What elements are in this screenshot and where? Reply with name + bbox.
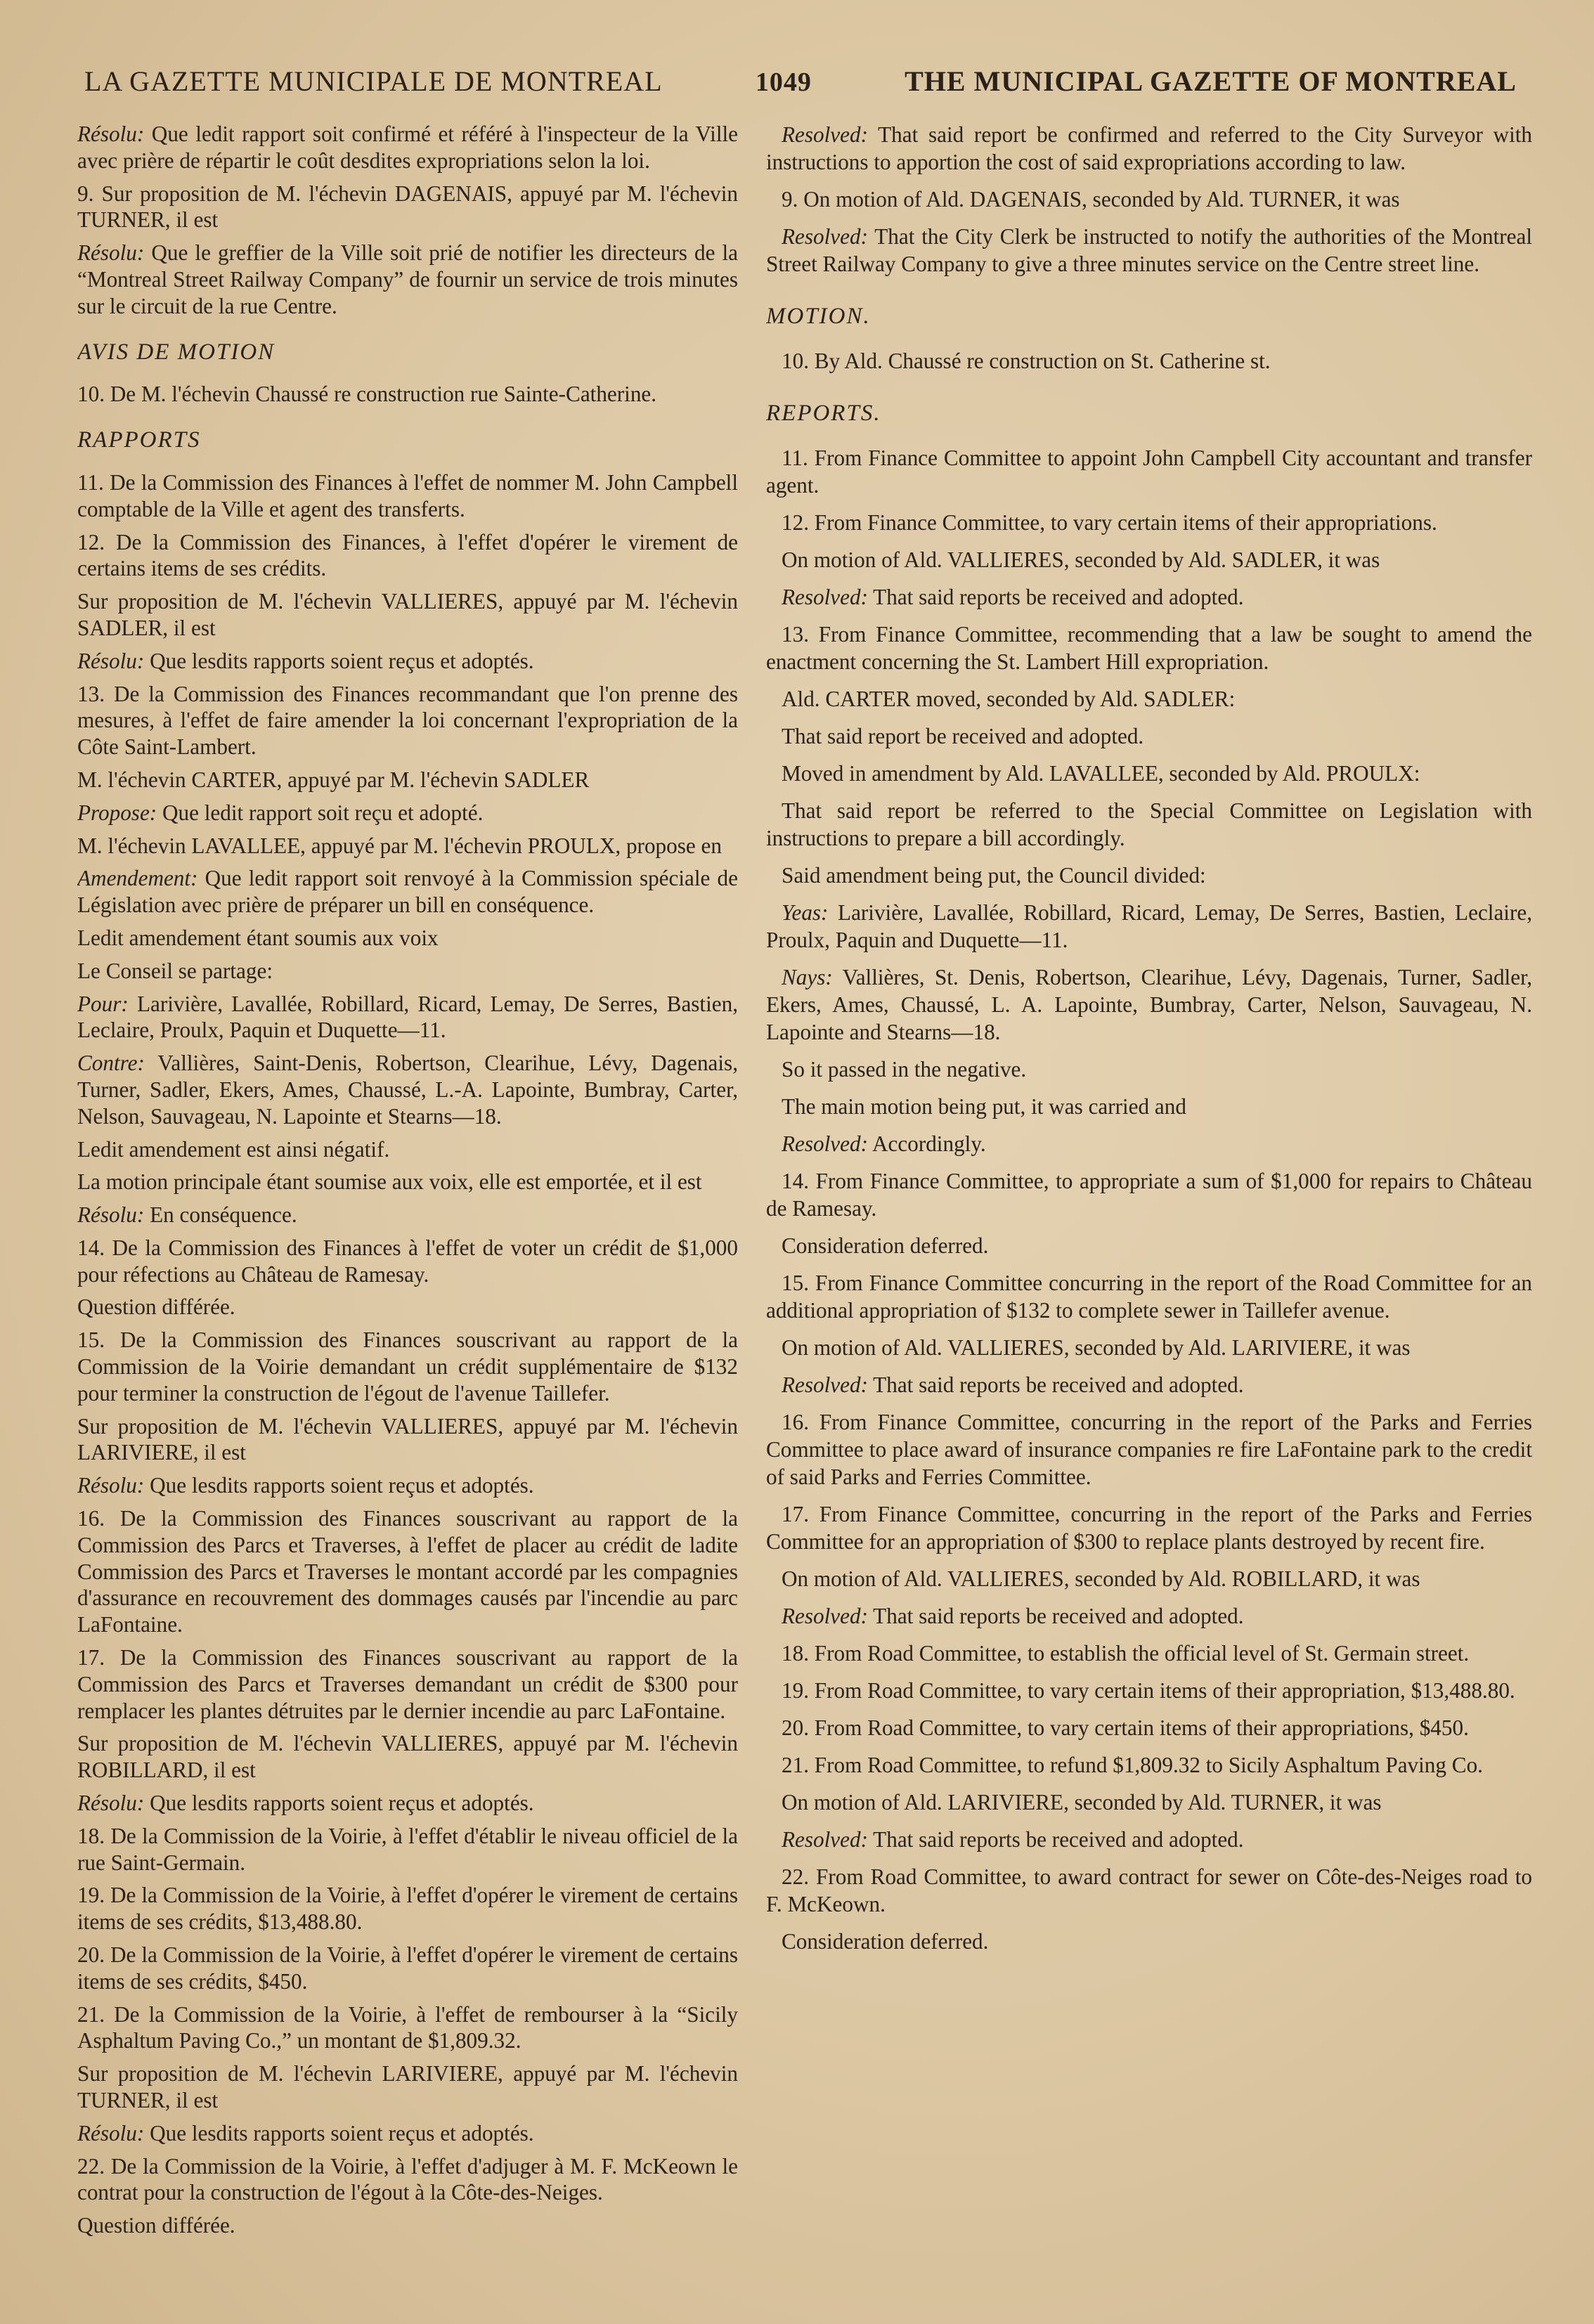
paragraph: 19. De la Commission de la Voirie, à l'effet d'opérer le virement de certains items de ses crédits, $13,488.80. bbox=[77, 1883, 738, 1935]
page-header bbox=[84, 65, 1517, 114]
paragraph: That said report be referred to the Special Committee on Legislation with instructions to prepare a bill accordingly. bbox=[766, 798, 1532, 850]
paragraph: Propose: Que ledit rapport soit reçu et adopté. bbox=[77, 800, 484, 825]
paragraph: So it passed in the negative. bbox=[782, 1057, 1027, 1082]
french-section-motion: AVIS DE MOTION bbox=[77, 339, 276, 365]
paragraph: Sur proposition de M. l'échevin VALLIERES, appuyé par M. l'échevin ROBILLARD, il est bbox=[77, 1731, 738, 1783]
page-number: 1049 bbox=[755, 67, 812, 97]
paragraph: 22. De la Commission de la Voirie, à l'effet d'adjuger à M. F. McKeown le contrat pour la construction de l'égout à la Côte-des-Neiges. bbox=[77, 2153, 738, 2205]
paragraph: Résolu: Que lesdits rapports soient reçus et adoptés. bbox=[77, 2120, 534, 2146]
english-motions bbox=[766, 347, 1532, 375]
paragraph: 10. De M. l'échevin Chaussé re construction rue Sainte-Catherine. bbox=[77, 382, 657, 407]
paragraph: 17. From Finance Committee, concurring in the report of the Parks and Ferries Committee for an appropriation of $300 to replace plants destroyed by recent fire. bbox=[766, 1502, 1532, 1554]
paragraph: Ald. CARTER moved, seconded by Ald. SADLER: bbox=[782, 687, 1236, 711]
paragraph: Résolu: En conséquence. bbox=[77, 1202, 297, 1228]
paragraph: On motion of Ald. VALLIERES, seconded by Ald. SADLER, it was bbox=[782, 547, 1380, 572]
paragraph: Sur proposition de M. l'échevin VALLIERES, appuyé par M. l'échevin LARIVIERE, il est bbox=[77, 1413, 738, 1465]
paragraph: Said amendment being put, the Council divided: bbox=[782, 863, 1206, 888]
paragraph: 11. De la Commission des Finances à l'effet de nommer M. John Campbell comptable de la Ville et agent des transferts. bbox=[77, 469, 738, 521]
paragraph: Resolved: Accordingly. bbox=[782, 1131, 986, 1156]
english-section-reports: REPORTS. bbox=[766, 401, 881, 426]
paragraph: Contre: Vallières, Saint-Denis, Robertson, Clearihue, Lévy, Dagenais, Turner, Sadler, Ekers, Ames, Chaussé, L.-A. Lapointe, Bumbray, Carter, Nelson, Sauvageau, N. Lapointe et Stearns—18. bbox=[77, 1051, 738, 1129]
paragraph: 20. From Road Committee, to vary certain items of their appropriations, $450. bbox=[782, 1715, 1469, 1740]
paragraph: The main motion being put, it was carried and bbox=[782, 1094, 1186, 1119]
paragraph: Pour: Larivière, Lavallée, Robillard, Ricard, Lemay, De Serres, Bastien, Leclaire, Proulx, Paquin et Duquette—11. bbox=[77, 991, 738, 1043]
paragraph: Amendement: Que ledit rapport soit renvoyé à la Commission spéciale de Législation avec prière de préparer un bill en conséquence. bbox=[77, 866, 738, 918]
paragraph: Resolved: That said reports be received and adopted. bbox=[782, 585, 1244, 609]
paragraph: That said report be received and adopted. bbox=[782, 724, 1144, 748]
paragraph: Résolu: Que lesdits rapports soient reçus et adoptés. bbox=[77, 648, 534, 673]
paragraph: 10. By Ald. Chaussé re construction on St. Catherine st. bbox=[782, 349, 1271, 373]
paragraph: 14. From Finance Committee, to appropriate a sum of $1,000 for repairs to Château de Ramesay. bbox=[766, 1169, 1532, 1221]
paragraph: 20. De la Commission de la Voirie, à l'effet d'opérer le virement de certains items de ses crédits, $450. bbox=[77, 1942, 738, 1994]
paragraph: Yeas: Larivière, Lavallée, Robillard, Ricard, Lemay, De Serres, Bastien, Leclaire, Proulx, Paquin and Duquette—11. bbox=[766, 900, 1532, 952]
paragraph: Résolu: Que ledit rapport soit confirmé et référé à l'inspecteur de la Ville avec prière de répartir le coût desdites expropriations selon la loi. bbox=[77, 122, 738, 173]
paragraph: Le Conseil se partage: bbox=[77, 958, 273, 983]
paragraph: Moved in amendment by Ald. LAVALLEE, seconded by Ald. PROULX: bbox=[782, 761, 1420, 786]
paragraph: La motion principale étant soumise aux voix, elle est emportée, et il est bbox=[77, 1169, 702, 1195]
paragraph: 12. From Finance Committee, to vary certain items of their appropriations. bbox=[782, 510, 1437, 535]
paragraph: Consideration deferred. bbox=[782, 1233, 989, 1258]
paragraph: 21. De la Commission de la Voirie, à l'effet de rembourser à la “Sicily Asphaltum Paving Co.,” un montant de $1,809.32. bbox=[77, 2001, 738, 2053]
paragraph: 9. On motion of Ald. DAGENAIS, seconded by Ald. TURNER, it was bbox=[782, 187, 1400, 212]
paragraph: 11. From Finance Committee to appoint John Campbell City accountant and transfer agent. bbox=[766, 446, 1532, 498]
paragraph: 16. From Finance Committee, concurring in the report of the Parks and Ferries Committee to place award of insurance companies re fire LaFontaine park to the credit of said Parks and Ferries Committee. bbox=[766, 1410, 1532, 1489]
paragraph: M. l'échevin LAVALLEE, appuyé par M. l'échevin PROULX, propose en bbox=[77, 833, 722, 858]
paragraph: On motion of Ald. LARIVIERE, seconded by Ald. TURNER, it was bbox=[782, 1790, 1382, 1815]
paragraph: Nays: Vallières, St. Denis, Robertson, Clearihue, Lévy, Dagenais, Turner, Sadler, Ekers, Ames, Chaussé, L. A. Lapointe, Bumbray, Carter, Nelson, Sauvageau, N. Lapointe and Stearns—18. bbox=[766, 965, 1532, 1044]
paragraph: 18. De la Commission de la Voirie, à l'effet d'établir le niveau officiel de la rue Saint-Germain. bbox=[77, 1823, 738, 1875]
paragraph: Resolved: That said report be confirmed and referred to the City Surveyor with instructions to apportion the cost of said expropriations according to law. bbox=[766, 122, 1532, 174]
french-column bbox=[77, 121, 738, 2299]
paragraph: 9. Sur proposition de M. l'échevin DAGENAIS, appuyé par M. l'échevin TURNER, il est bbox=[77, 181, 738, 233]
english-column bbox=[766, 121, 1532, 2299]
english-intro bbox=[766, 121, 1532, 278]
french-section-reports: RAPPORTS bbox=[77, 427, 201, 453]
paragraph: Sur proposition de M. l'échevin LARIVIERE, appuyé par M. l'échevin TURNER, il est bbox=[77, 2061, 738, 2112]
paragraph: Ledit amendement est ainsi négatif. bbox=[77, 1136, 390, 1162]
french-reports bbox=[77, 469, 738, 2239]
paragraph: Question différée. bbox=[77, 1294, 235, 1320]
paragraph: Resolved: That said reports be received and adopted. bbox=[782, 1372, 1244, 1397]
paragraph: 18. From Road Committee, to establish the official level of St. Germain street. bbox=[782, 1641, 1470, 1666]
paragraph: Résolu: Que lesdits rapports soient reçus et adoptés. bbox=[77, 1473, 534, 1498]
paragraph: Ledit amendement étant soumis aux voix bbox=[77, 925, 439, 950]
paragraph: Question différée. bbox=[77, 2213, 235, 2238]
paragraph: 12. De la Commission des Finances, à l'effet d'opérer le virement de certains items de ses crédits. bbox=[77, 529, 738, 581]
english-reports bbox=[766, 444, 1532, 1955]
paragraph: Sur proposition de M. l'échevin VALLIERES, appuyé par M. l'échevin SADLER, il est bbox=[77, 589, 738, 640]
paragraph: M. l'échevin CARTER, appuyé par M. l'échevin SADLER bbox=[77, 767, 590, 792]
paragraph: Resolved: That said reports be received and adopted. bbox=[782, 1827, 1244, 1852]
french-intro bbox=[77, 121, 738, 320]
paragraph: 17. De la Commission des Finances souscrivant au rapport de la Commission des Parcs et Traverses demandant un crédit de $300 pour remplacer les plantes détruites par le dernier incendie au parc LaFontaine. bbox=[77, 1645, 738, 1723]
header-english-title: THE MUNICIPAL GAZETTE OF MONTREAL bbox=[905, 65, 1517, 97]
french-motions bbox=[77, 381, 738, 408]
paragraph: 19. From Road Committee, to vary certain items of their appropriation, $13,488.80. bbox=[782, 1678, 1515, 1703]
paragraph: 22. From Road Committee, to award contract for sewer on Côte-des-Neiges road to F. McKeown. bbox=[766, 1864, 1532, 1916]
paragraph: Résolu: Que lesdits rapports soient reçus et adoptés. bbox=[77, 1791, 534, 1816]
paragraph: 14. De la Commission des Finances à l'effet de voter un crédit de $1,000 pour réfections au Château de Ramesay. bbox=[77, 1235, 738, 1287]
paragraph: 16. De la Commission des Finances souscrivant au rapport de la Commission des Parcs et Traverses, à l'effet de placer au crédit de ladite Commission des Parcs et Traverses le montant accordé par les compagnies d'assurance en recouvrement des dommages causés par l'incendie au parc LaFontaine. bbox=[77, 1506, 738, 1637]
header-french-title: LA GAZETTE MUNICIPALE DE MONTREAL bbox=[84, 65, 663, 97]
paragraph: Resolved: That the City Clerk be instructed to notify the authorities of the Montreal Street Railway Company to give a three minutes service on the Centre street line. bbox=[766, 224, 1532, 276]
paragraph: 13. De la Commission des Finances recommandant que l'on prenne des mesures, à l'effet de faire amender la loi concernant l'expropriation de la Côte Saint-Lambert. bbox=[77, 681, 738, 760]
paragraph: Resolved: That said reports be received and adopted. bbox=[782, 1604, 1244, 1628]
paragraph: 15. From Finance Committee concurring in the report of the Road Committee for an additional appropriation of $132 to complete sewer in Taillefer avenue. bbox=[766, 1271, 1532, 1323]
paragraph: 15. De la Commission des Finances souscrivant au rapport de la Commission de la Voirie demandant un crédit supplémentaire de $132 pour terminer la construction de l'égout de l'avenue Taillefer. bbox=[77, 1327, 738, 1406]
paragraph: On motion of Ald. VALLIERES, seconded by Ald. LARIVIERE, it was bbox=[782, 1335, 1411, 1360]
paragraph: 13. From Finance Committee, recommending that a law be sought to amend the enactment concerning the St. Lambert Hill expropriation. bbox=[766, 622, 1532, 674]
paragraph: On motion of Ald. VALLIERES, seconded by Ald. ROBILLARD, it was bbox=[782, 1566, 1420, 1591]
paragraph: Résolu: Que le greffier de la Ville soit prié de notifier les directeurs de la “Montreal Street Railway Company” de fournir un service de trois minutes sur le circuit de la rue Centre. bbox=[77, 240, 738, 318]
paragraph: Consideration deferred. bbox=[782, 1929, 989, 1954]
paragraph: 21. From Road Committee, to refund $1,809.32 to Sicily Asphaltum Paving Co. bbox=[782, 1753, 1483, 1777]
english-section-motion: MOTION. bbox=[766, 304, 871, 329]
